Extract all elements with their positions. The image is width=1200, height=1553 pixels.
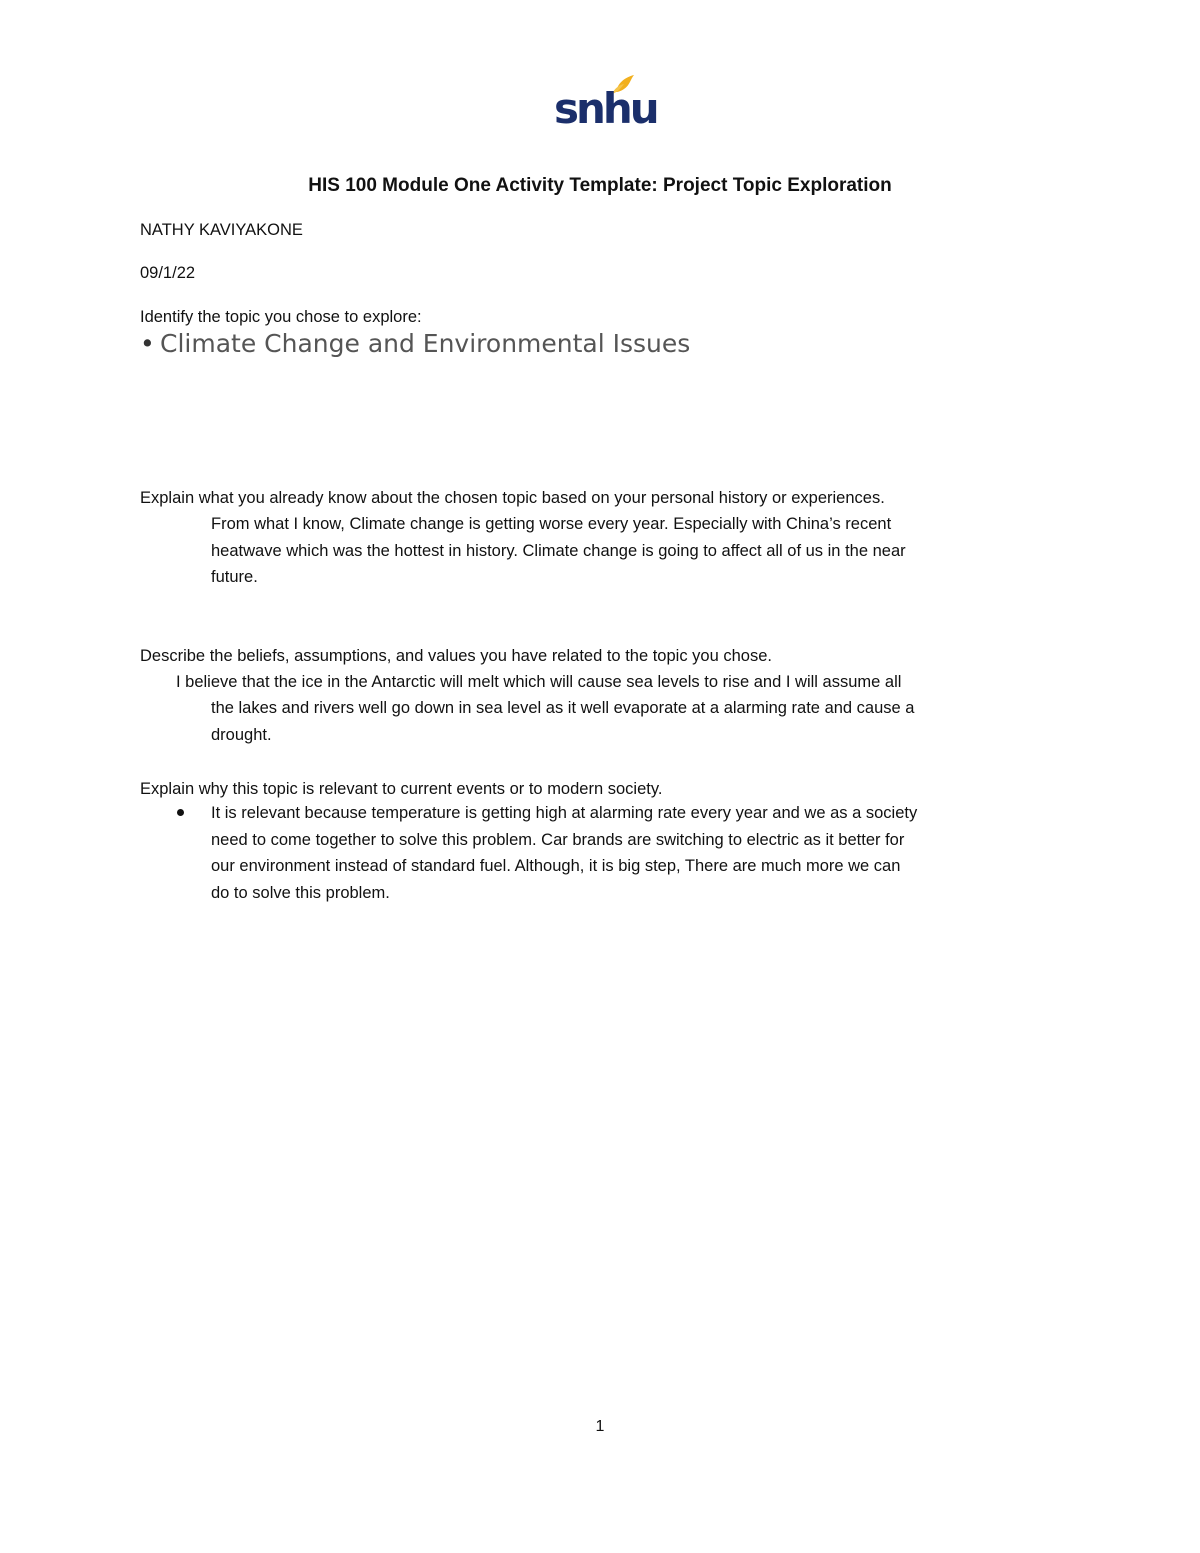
- topic-bullet-item: [140, 328, 690, 360]
- bullet-icon: •: [140, 329, 155, 358]
- document-date: 09/1/22: [140, 264, 196, 282]
- answer-beliefs-rest: [211, 695, 914, 748]
- author-name: NATHY KAVIYAKONE: [140, 221, 303, 239]
- answer-beliefs-line: drought.: [211, 725, 272, 744]
- answer-relevance: [211, 800, 917, 906]
- answer-knowledge-line: heatwave which was the hottest in history. Climate change is going to affect all of us in the near: [211, 541, 906, 560]
- bullet-icon: [177, 809, 184, 816]
- page-title: HIS 100 Module One Activity Template: Project Topic Exploration: [308, 175, 892, 196]
- prompt-knowledge: Explain what you already know about the chosen topic based on your personal history or experiences.: [140, 489, 885, 507]
- logo-wordmark: snhu: [554, 84, 657, 133]
- answer-knowledge: [211, 511, 906, 591]
- answer-relevance-line: need to come together to solve this problem. Car brands are switching to electric as it better for: [211, 830, 905, 849]
- answer-knowledge-line: From what I know, Climate change is getting worse every year. Especially with China’s recent: [211, 515, 892, 533]
- snhu-logo: [554, 72, 657, 134]
- answer-beliefs-first: I believe that the ice in the Antarctic will melt which will cause sea levels to rise and I will assume all: [176, 673, 902, 691]
- prompt-beliefs: Describe the beliefs, assumptions, and values you have related to the topic you chose.: [140, 647, 772, 665]
- answer-relevance-line: our environment instead of standard fuel. Although, it is big step, There are much more we can: [211, 857, 901, 875]
- answer-relevance-line: do to solve this problem.: [211, 883, 390, 902]
- answer-relevance-line: It is relevant because temperature is getting high at alarming rate every year and we as a society: [211, 804, 918, 822]
- topic-text: Climate Change and Environmental Issues: [160, 329, 691, 358]
- prompt-topic: Identify the topic you chose to explore:: [140, 308, 422, 326]
- answer-beliefs-line: the lakes and rivers well go down in sea level as it well evaporate at a alarming rate and cause a: [211, 699, 915, 717]
- page-number: 1: [595, 1418, 605, 1435]
- answer-knowledge-line: future.: [211, 568, 258, 586]
- prompt-relevance: Explain why this topic is relevant to current events or to modern society.: [140, 780, 663, 798]
